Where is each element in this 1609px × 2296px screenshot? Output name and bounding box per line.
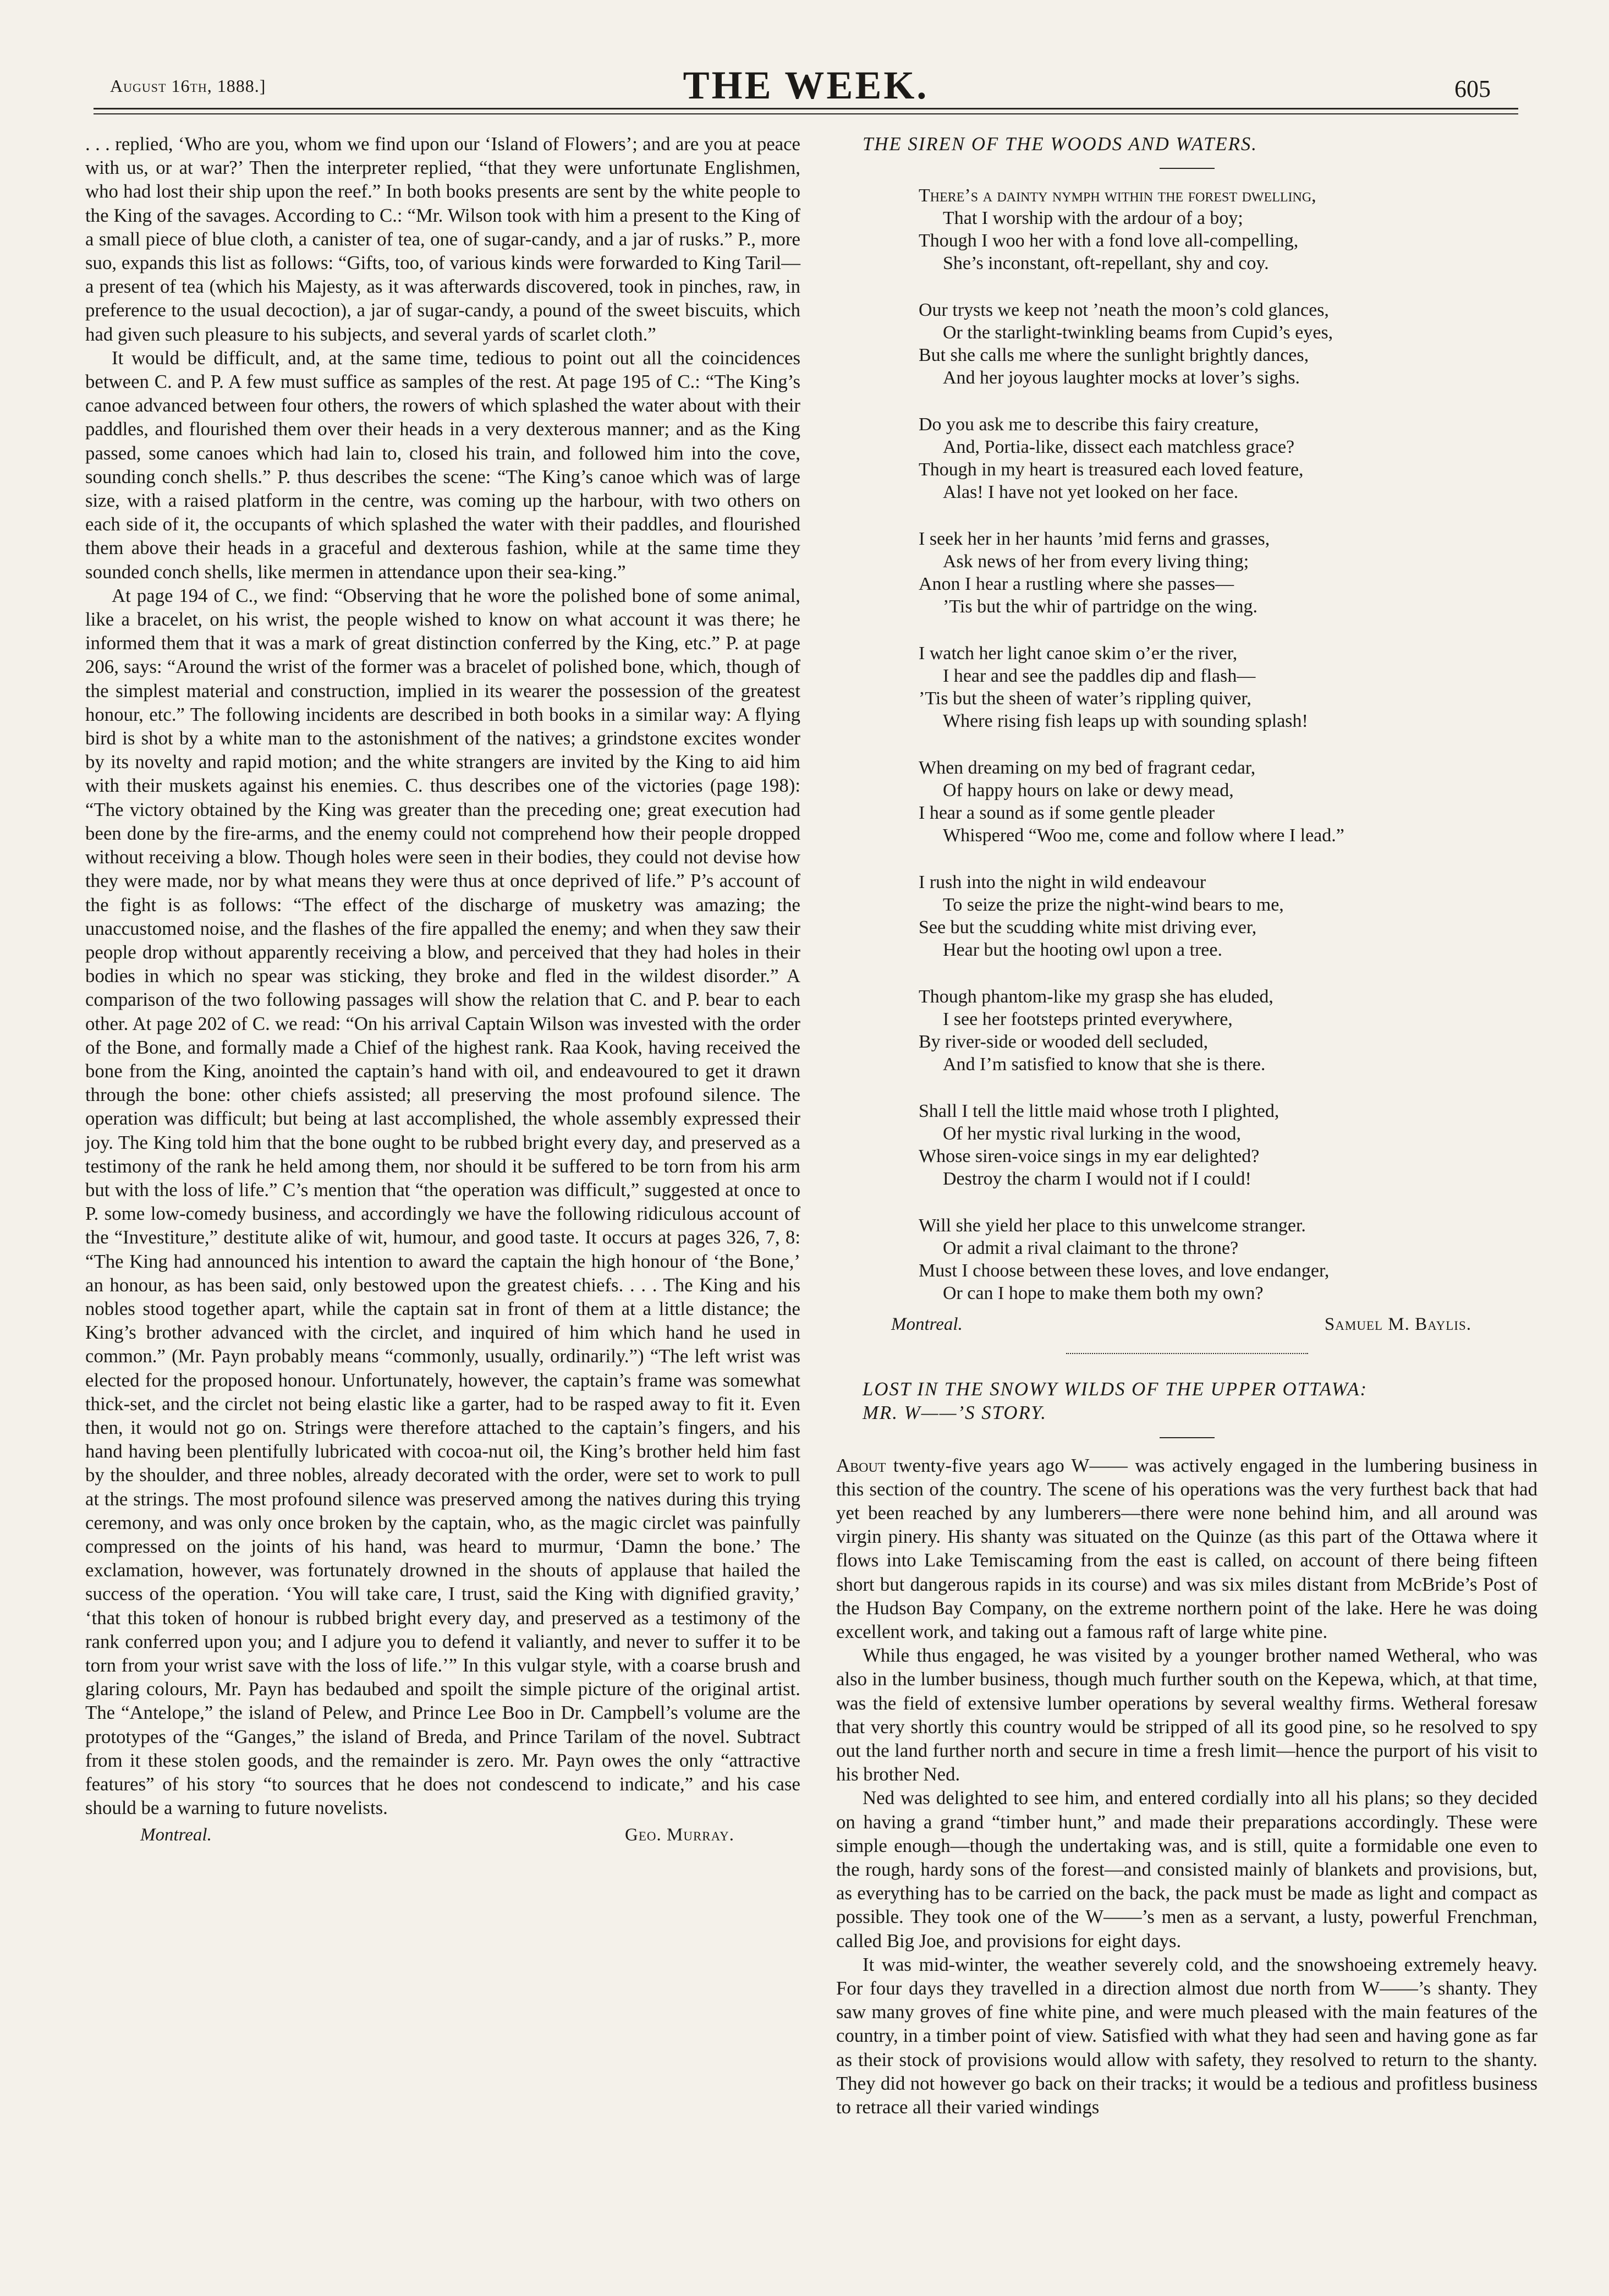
poem-line: Ask news of her from every living thing; (943, 551, 1249, 572)
poem-line: By river-side or wooded dell secluded, (919, 1032, 1209, 1053)
signature-city: Montreal. (140, 1825, 212, 1845)
poem-stanza-6 (919, 757, 1537, 847)
poem-stanza-9 (919, 1100, 1537, 1190)
story-lead-word: About (836, 1454, 886, 1476)
poem-line: There’s a dainty nymph within the forest dwelling, (919, 185, 1316, 206)
poem-stanza-7 (919, 871, 1537, 961)
poem-line: Though phantom-like my grasp she has eluded, (919, 987, 1273, 1007)
masthead-rule-top (94, 108, 1518, 109)
poem-line: But she calls me where the sunlight brightly dances, (919, 345, 1309, 366)
poem-line: Though I woo her with a fond love all-compelling, (919, 231, 1299, 251)
poem-line: Our trysts we keep not ’neath the moon’s cold glances, (919, 300, 1329, 321)
poem-stanza-10 (919, 1214, 1537, 1305)
poem-line: ’Tis but the sheen of water’s rippling quiver, (919, 688, 1251, 709)
poem-line: Anon I hear a rustling where she passes— (919, 574, 1234, 595)
poem-line: Or can I hope to make them both my own? (943, 1283, 1264, 1304)
poem-line: To seize the prize the night-wind bears to me, (943, 895, 1284, 916)
poem-line: And I’m satisfied to know that she is there. (943, 1054, 1266, 1075)
left-paragraph-1: . . . replied, ‘Who are you, whom we find upon our ‘Island of Flowers’; and are you at peace with us, or at war?’ Then the interpreter replied, “that they were unfortunate Englishmen, who had lost their ship upon the reef.” In both books presents are sent by the white people to the King of the savages. According to C.: “Mr. Wilson took with him a present to the King of a small piece of blue cloth, a canister of tea, one of sugar-candy, and a jar of rusks.” P., more suo, expands this list as follows: “Gifts, too, of various kinds were forwarded to King Taril—a present of tea (which his Majesty, as it was afterwards discovered, took in pinches, raw, in preference to the usual decoction), a jar of sugar-candy, a pound of the sweet biscuits, which had given such pleasure to his subjects, and several yards of scarlet cloth.” (85, 133, 800, 345)
poem-line: And, Portia-like, dissect each matchless grace? (943, 437, 1295, 458)
story-paragraph-1 (836, 1454, 1537, 1644)
poem-body (919, 184, 1537, 1305)
poem-signature (836, 1312, 1537, 1339)
poem-line: She’s inconstant, oft-repellant, shy and coy. (943, 253, 1269, 274)
left-paragraph-2: It would be difficult, and, at the same time, tedious to point out all the coincidences between C. and P. A few must suffice as samples of the rest. At page 195 of C.: “The King’s canoe advanced between four others, the rowers of which splashed the water about with their paddles, and flourished them over their heads in a very dexterous manner; and as the King passed, some canoes which had lain to, closed his train, and followed him into the cove, sounding conch shells.” P. thus describes the scene: “The King’s canoe which was of large size, with a raised platform in the centre, was coming up the harbour, with two others on each side of it, the occupants of which splashed the water with their paddles, and flourished them above their heads in a graceful and dexterous fashion, while at the same time they sounded conch shells, like mermen in attendance upon their sea-king.” (85, 347, 800, 583)
left-column (85, 132, 800, 1849)
poem-stanza-5 (919, 642, 1537, 732)
signature-author: Geo. Murray. (625, 1825, 734, 1845)
poem-line: Hear but the hooting owl upon a tree. (943, 940, 1222, 961)
poem-line: I rush into the night in wild endeavour (919, 872, 1206, 893)
poem-line: When dreaming on my bed of fragrant cedar, (919, 758, 1256, 779)
poem-line: Or the starlight-twinkling beams from Cupid’s eyes, (943, 322, 1333, 343)
poem-stanza-1 (919, 184, 1537, 275)
issue-date: August 16th, 1888.] (110, 76, 266, 96)
story-subtitle: MR. W——’S STORY. (863, 1402, 1047, 1424)
signature-city: Montreal. (891, 1314, 963, 1335)
story-paragraph-2: While thus engaged, he was visited by a younger brother named Wetheral, who was also in the lumber business, though much further south on the Kepewa, which, at that time, was the field of extensive lumber operations by several wealthy firms. Wetheral foresaw that very shortly this country would be stripped of all its good pine, so he resolved to spy out the land further north and secure in time a fresh limit—hence the purport of his visit to his brother Ned. (836, 1645, 1537, 1785)
poem-line: And her joyous laughter mocks at lover’s sighs. (943, 368, 1300, 388)
poem-line: ’Tis but the whir of partridge on the wing. (943, 596, 1257, 617)
poem-title-rule (1160, 168, 1215, 169)
poem-line: Where rising fish leaps up with sounding splash! (943, 711, 1308, 732)
poem-line: Destroy the charm I would not if I could! (943, 1169, 1251, 1190)
poem-line: Whose siren-voice sings in my ear delighted? (919, 1146, 1260, 1167)
poem-stanza-4 (919, 528, 1537, 618)
signature-author: Samuel M. Baylis. (1324, 1314, 1471, 1335)
story-paragraph-4: It was mid-winter, the weather severely cold, and the snowshoeing extremely heavy. For four days they travelled in a direction almost due north from W——’s shanty. They saw many groves of fine white pine, and were much pleased with the main features of the country, in a timber point of view. Satisfied with what they had seen and having gone as far as their stock of provisions would allow with safety, they resolved to return to the shanty. They did not however go back on their tracks; it would be a tedious and profitless business to retrace all their varied windings (836, 1953, 1537, 2118)
poem-line: Whispered “Woo me, come and follow where I lead.” (943, 825, 1344, 846)
poem-line: Though in my heart is treasured each loved feature, (919, 459, 1304, 480)
poem-line: Will she yield her place to this unwelcome stranger. (919, 1215, 1306, 1236)
poem-line: Of happy hours on lake or dewy mead, (943, 780, 1234, 801)
poem-stanza-8 (919, 985, 1537, 1076)
poem-line: Do you ask me to describe this fairy creature, (919, 414, 1259, 435)
poem-line: I seek her in her haunts ’mid ferns and grasses, (919, 529, 1270, 550)
masthead (83, 59, 1529, 109)
poem-line: I hear a sound as if some gentle pleader (919, 803, 1215, 824)
story-paragraph-3: Ned was delighted to see him, and entered cordially into all his plans; so they decided on having a grand “timber hunt,” and made their preparations accordingly. These were simple enough—though the undertaking was, and is still, quite a formidable one even to the rough, hardy sons of the forest—and consisted mainly of blankets and provisions, but, as everything has to be carried on the back, the pack must be made as light and compact as possible. They took one of the W——’s men as a servant, a lusty, powerful Frenchman, called Big Joe, and provisions for eight days. (836, 1787, 1537, 1952)
poem-line: I hear and see the paddles dip and flash— (943, 666, 1256, 687)
poem-line: See but the scudding white mist driving ever, (919, 917, 1257, 938)
story-title-rule (1160, 1437, 1215, 1438)
masthead-rule-bottom (94, 113, 1518, 114)
poem-line: That I worship with the ardour of a boy; (943, 208, 1243, 229)
poem-title: THE SIREN OF THE WOODS AND WATERS. (863, 133, 1257, 155)
poem-line: Alas! I have not yet looked on her face. (943, 482, 1239, 503)
poem-stanza-3 (919, 413, 1537, 503)
poem-line: Must I choose between these loves, and love endanger, (919, 1261, 1330, 1281)
poem-line: I see her footsteps printed everywhere, (943, 1009, 1233, 1030)
article-divider (1066, 1353, 1308, 1354)
poem-line: Or admit a rival claimant to the throne? (943, 1238, 1239, 1259)
page-number: 605 (1454, 75, 1491, 102)
story-title: LOST IN THE SNOWY WILDS OF THE UPPER OTTAWA: (863, 1378, 1368, 1400)
poem-line: Shall I tell the little maid whose troth I plighted, (919, 1101, 1279, 1122)
newspaper-title: THE WEEK. (683, 63, 929, 107)
poem-stanza-2 (919, 299, 1537, 389)
poem-line: I watch her light canoe skim o’er the river, (919, 643, 1238, 664)
right-column (836, 132, 1537, 2119)
poem-line: Of her mystic rival lurking in the wood, (943, 1124, 1242, 1144)
story-paragraph-1-text: twenty-five years ago W—— was actively engaged in the lumbering business in this section of the country. The scene of his operations was the very furthest back that had yet been reached by any lumberers—there were none behind him, and all around was virgin pinery. His shanty was situated on the Quinze (as this part of the Ottawa where it flows into Lake Temiscaming from the east is called, on account of there being fifteen short but dangerous rapids in its course) and was six miles distant from McBride’s Post of the Hudson Bay Company, on the extreme northern point of the lake. Here he was doing excellent work, and taking out a famous raft of large white pine. (836, 1454, 1537, 1643)
left-paragraph-3: At page 194 of C., we find: “Observing that he wore the polished bone of some animal, like a bracelet, on his wrist, the people wished to know on what account it was there; he informed them that it was a mark of great distinction conferred by the King, etc.” P. at page 206, says: “Around the wrist of the former was a bracelet of polished bone, which, though of the simplest material and construction, implied in its wearer the possession of the greatest honour, etc.” The following incidents are described in both books in a similar way: A flying bird is shot by a white man to the astonishment of the natives; a grindstone excites wonder by its novelty and rapid motion; and the white strangers are invited by the King to aid him with their muskets against his enemies. C. thus describes one of the victories (page 198): “The victory obtained by the King was greater than the preceding one; great execution had been done by the fire-arms, and the enemy could not comprehend how their people dropped without receiving a blow. Though holes were seen in their bodies, they could not devise how they were made, nor by what means they were thus at once deprived of life.” P’s account of the fight is as follows: “The effect of the discharge of musketry was amazing; the unaccustomed noise, and the flashes of the fire appalled the enemy; and when they saw their people drop without apparently receiving a blow, and perceived that they had holes in their bodies in which no spear was sticking, they broke and fled in the wildest disorder.” A comparison of the two following passages will show the relation that C. and P. bear to each other. At page 202 of C. we read: “On his arrival Captain Wilson was invested with the order of the Bone, and formally made a Chief of the highest rank. Raa Kook, having received the bone from the King, anointed the captain’s hand with oil, and endeavoured to get it drawn through the bone: other chiefs assisted; all preserving the most profound silence. The operation was difficult; but being at last accomplished, the whole assembly expressed their joy. The King told him that the bone ought to be rubbed bright every day, and preserved as a testimony of the rank he held among them, nor should it be suffered to be torn from his arm but with the loss of life.” C’s mention that “the operation was difficult,” suggested at once to P. some low-comedy business, and accordingly we have the following ridiculous account of the “Investiture,” destitute alike of wit, humour, and good taste. It occurs at pages 326, 7, 8: “The King had announced his intention to award the captain the high honour of ‘the Bone,’ an honour, as has been said, only bestowed upon the greatest chiefs. . . . The King and his nobles stood together apart, while the captain sat in front of them at a little distance; the King’s brother advanced with the circlet, and inquired of him which hand he used in common.” (Mr. Payn probably means “commonly, usually, ordinarily.”) “The left wrist was elected for the proposed honour. Unfortunately, however, the captain’s frame was somewhat thick-set, and the circlet not being elastic like a garter, had to be rasped away to fit it. Even then, it would not go on. Strings were therefore attached to the captain’s fingers, and his hand having been plentifully lubricated with cocoa-nut oil, the King’s brother held him fast by the shoulder, and three nobles, already decorated with the order, were set to work to pull at the strings. The most profound silence was preserved among the natives during this trying ceremony, and was only once broken by the captain, who, as the magic circlet was painfully compressed on the joints of his hand, was heard to murmur, ‘Damn the bone.’ The exclamation, however, was fortunately drowned in the shouts of applause that hailed the success of the operation. ‘You will take care, I trust, said the King with dignified gravity,’ ‘that this token of honour is rubbed bright every day, and preserved as a testimony of the rank conferred upon you; and I adjure you to defend it valiantly, and never to suffer it to be torn from your wrist save with the loss of life.’” In this vulgar style, with a coarse brush and glaring colours, Mr. Payn has bedaubed and spoilt the simple picture of the original artist. The “Antelope,” the island of Pelew, and Prince Lee Boo in Dr. Campbell’s volume are the prototypes of the “Ganges,” the island of Breda, and Prince Tarilam of the novel. Subtract from it these stolen goods, and the remainder is zero. Mr. Payn owes the only “attractive features” of his story “to sources that he does not condescend to indicate,” and his case should be a warning to future novelists. (85, 584, 800, 1819)
left-signature (85, 1823, 800, 1849)
